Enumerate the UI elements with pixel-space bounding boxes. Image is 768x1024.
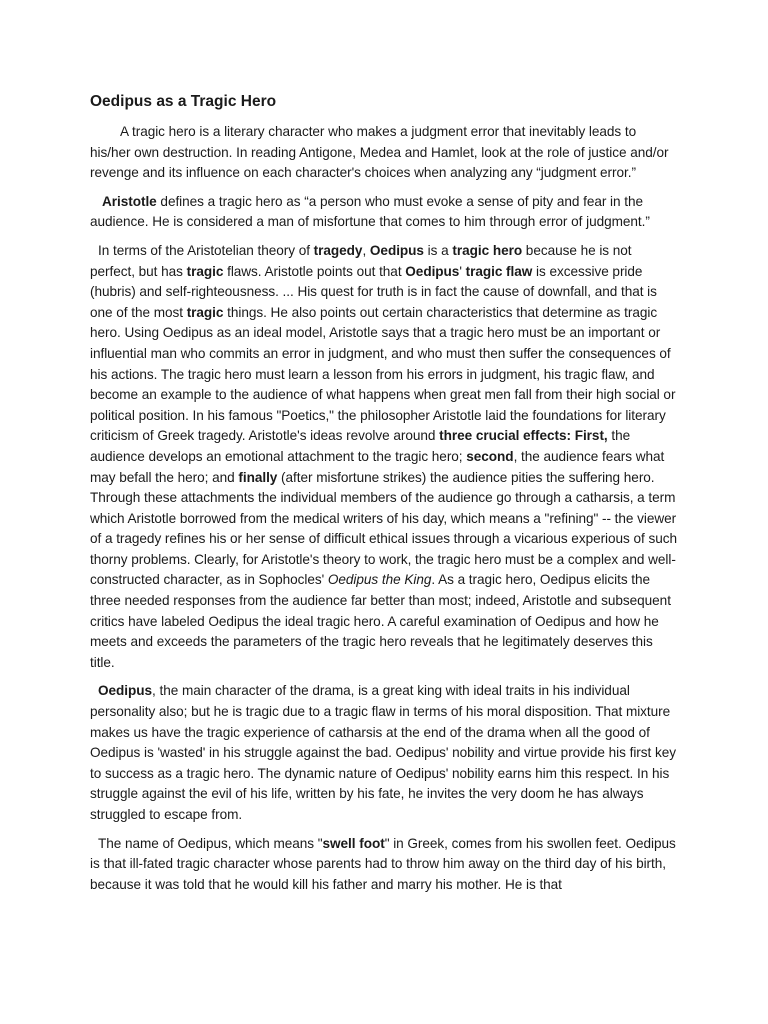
paragraph-text: . As a tragic hero, Oedipus elicits the three needed responses from the audience far better than most; indeed, Aristotle and subsequent critics have labeled Oedipus the ideal tragic hero. A careful examination of Oedipus and how he meets and exceeds the parameters of the tragic hero reveals that he legitimately deserves this title. [90, 572, 671, 670]
bold-text: tragic [186, 304, 224, 320]
paragraph-oedipus-character [90, 681, 680, 825]
paragraph-text: In terms of the Aristotelian theory of [98, 242, 314, 258]
bold-text: tragedy [313, 242, 363, 258]
bold-text: swell foot [322, 835, 385, 851]
paragraph-text: defines a tragic hero as “a person who must evoke a sense of pity and fear in the audience. He is considered a man of misfortune that comes to him through error of judgment.” [90, 193, 650, 230]
bold-text: three crucial effects: First, [439, 428, 608, 444]
paragraph-text: , [362, 242, 370, 258]
bold-text: second [466, 448, 514, 464]
bold-text: Oedipus [369, 242, 424, 258]
paragraph-text: , the main character of the drama, is a great king with ideal traits in his individual personality also; but he is tragic due to a tragic flaw in terms of his moral disposition. That mixture makes us have the tragic experience of catharsis at the end of the drama when all the good of Oedipus is 'wasted' in his struggle against the bad. Oedipus' nobility and virtue provide his first key to success as a tragic hero. The dynamic nature of Oedipus' nobility earns him this respect. In his struggle against the evil of his life, written by his fate, he invites the very doom he has always struggled to escape from. [90, 683, 676, 822]
bold-text: tragic flaw [465, 263, 533, 279]
paragraph-text: things. He also points out certain characteristics that determine as tragic hero. Using Oedipus as an ideal model, Aristotle says that a tragic hero must be an important or influential man who commits an error in judgment, and who must then suffer the consequences of his actions. The tragic hero must learn a lesson from his errors in judgment, his tragic flaw, and become an example to the audience of what happens when great men fall from their high social or political position. In his famous "Poetics," the philosopher Aristotle laid the foundations for literary criticism of Greek tragedy. Aristotle's ideas revolve around [90, 304, 676, 444]
bold-text: tragic [186, 263, 224, 279]
paragraph-aristotelian-theory [90, 241, 680, 673]
paragraph-intro: A tragic hero is a literary character who makes a judgment error that inevitably leads to his/her own destruction. In reading Antigone, Medea and Hamlet, look at the role of justice and/or revenge and its influence on each character's choices when analyzing any “judgment error.” [90, 124, 669, 181]
bold-text: finally [238, 469, 278, 485]
paragraph-text: is a [423, 242, 453, 258]
bold-text: Aristotle [102, 193, 157, 209]
paragraph-text: is excessive pride (hubris) and self-righteousness. ... His quest for truth is in fact the cause of downfall, and that is one of the most [90, 263, 657, 320]
bold-text: tragic hero [452, 242, 523, 258]
paragraph-text: , the audience fears what may befall the hero; and [90, 448, 665, 485]
paragraph-text: The name of Oedipus, which means " [98, 835, 323, 851]
paragraph-aristotle-definition [90, 192, 680, 233]
paragraph-text: (after misfortune strikes) the audience pities the suffering hero. Through these attachments the individual members of the audience go through a catharsis, a term which Aristotle borrowed from the medical writers of his day, which means a "refining" -- the viewer of a tragedy refines his or her sense of difficult ethical issues through a vicarious experious of such thorny problems. Clearly, for Aristotle's theory to work, the tragic hero must be a complex and well-constructed character, as in Sophocles' [90, 469, 678, 588]
paragraph-text: flaws. Aristotle points out that [223, 263, 406, 279]
paragraph-text: the audience develops an emotional attachment to the tragic hero; [90, 428, 631, 464]
document-title: Oedipus as a Tragic Hero [90, 93, 277, 110]
bold-text: Oedipus [405, 263, 460, 279]
document-page [90, 92, 680, 903]
paragraph-text: ' [459, 263, 466, 279]
paragraph-text: because he is not perfect, but has [90, 242, 632, 279]
paragraph-name-meaning [90, 834, 680, 896]
bold-text: Oedipus [98, 683, 153, 699]
italic-title: Oedipus the King [327, 572, 432, 588]
paragraph-text: " in Greek, comes from his swollen feet. Oedipus is that ill-fated tragic character whose parents had to throw him away on the third day of his birth, because it was told that he would kill his father and marry his mother. He is that [90, 835, 676, 892]
